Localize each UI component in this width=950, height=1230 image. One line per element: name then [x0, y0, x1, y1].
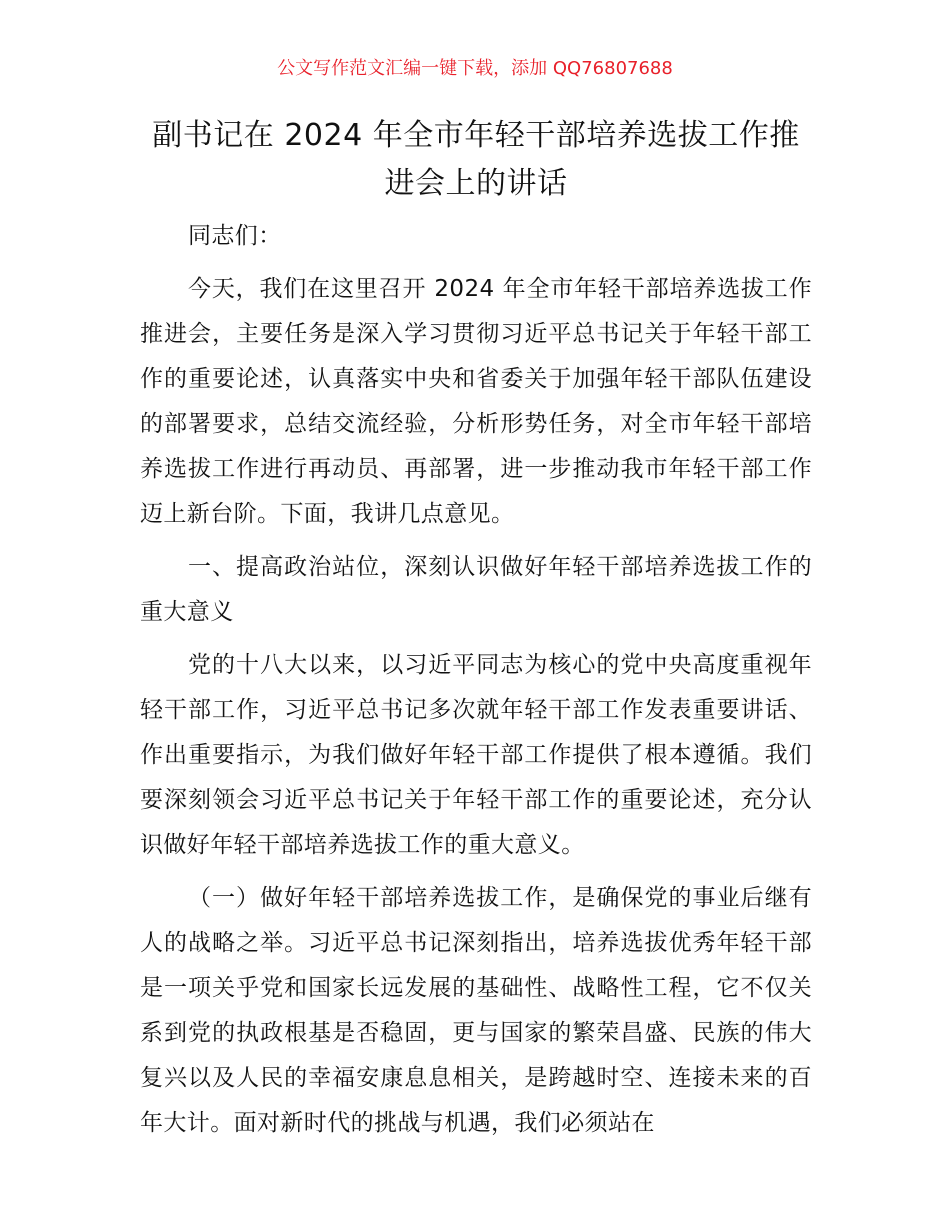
paragraph-section-1-intro: 党的十八大以来，以习近平同志为核心的党中央高度重视年轻干部工作，习近平总书记多次就年轻干部工作发表重要讲话、作出重要指示，为我们做好年轻干部工作提供了根本遵循。我们要深刻领会习近平总书记关于年轻干部工作的重要论述，充分认识做好年轻干部培养选拔工作的重大意义。: [140, 652, 812, 858]
document-body: [140, 214, 812, 1154]
paragraph-opening: 今天，我们在这里召开 2024 年全市年轻干部培养选拔工作推进会，主要任务是深入学习贯彻习近平总书记关于年轻干部工作的重要论述，认真落实中央和省委关于加强年轻干部队伍建设的部署要求，总结交流经验，分析形势任务，对全市年轻干部培养选拔工作进行再动员、再部署，进一步推动我市年轻干部工作迈上新台阶。下面，我讲几点意见。: [140, 276, 812, 527]
section-heading-1: 一、提高政治站位，深刻认识做好年轻干部培养选拔工作的重大意义: [140, 554, 812, 625]
salutation: 同志们：: [188, 223, 282, 249]
download-watermark-banner: 公文写作范文汇编一键下载，添加 QQ76807688: [277, 58, 673, 79]
paragraph-subsection-1-1: （一）做好年轻干部培养选拔工作，是确保党的事业后继有人的战略之举。习近平总书记深刻指出，培养选拔优秀年轻干部是一项关乎党和国家长远发展的基础性、战略性工程，它不仅关系到党的执政根基是否稳固，更与国家的繁荣昌盛、民族的伟大复兴以及人民的幸福安康息息相关，是跨越时空、连接未来的百年大计。面对新时代的挑战与机遇，我们必须站在: [140, 885, 812, 1136]
document-title: 副书记在 2024 年全市年轻干部培养选拔工作推进会上的讲话: [152, 118, 800, 201]
